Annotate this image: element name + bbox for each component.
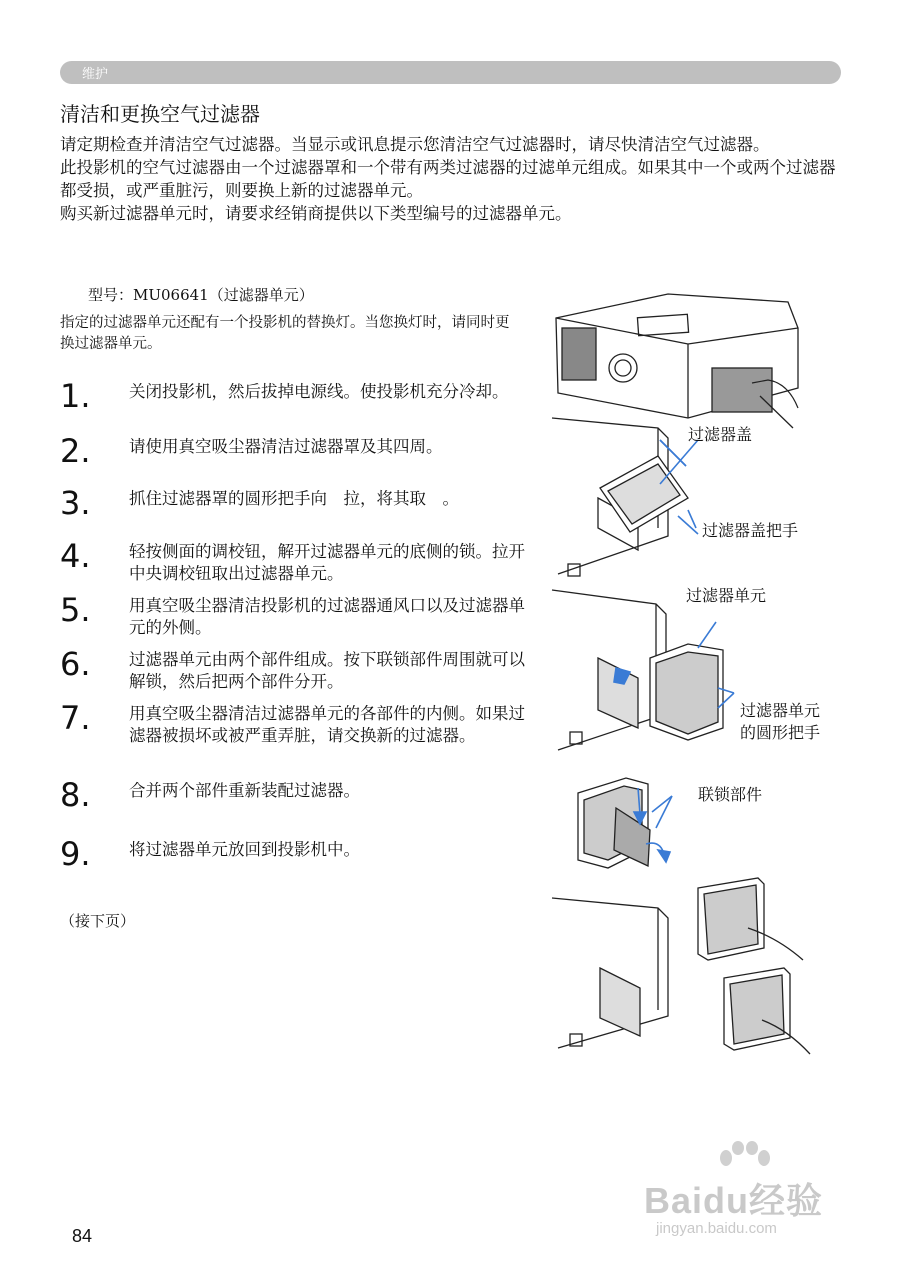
callout-interlock: 联锁部件	[698, 785, 763, 804]
step-number: 8.	[60, 776, 91, 814]
watermark-brand: Baidu经验	[644, 1180, 824, 1221]
step-text: 抓住过滤器罩的圆形把手向 拉，将其取 。	[129, 489, 459, 508]
step-number: 9.	[60, 835, 91, 873]
step-text: 轻按侧面的调校钮，解开过滤器单元的底侧的锁。拉开中央调校钮取出过滤器单元。	[129, 542, 525, 583]
continued-note: （接下页）	[60, 912, 136, 930]
page-title: 清洁和更换空气过滤器	[60, 102, 260, 126]
step-number: 4.	[60, 537, 91, 575]
watermark	[644, 1140, 864, 1250]
step-text: 将过滤器单元放回到投影机中。	[129, 840, 360, 859]
step-number: 2.	[60, 432, 91, 470]
projector-figure	[556, 294, 798, 428]
step-text: 请使用真空吸尘器清洁过滤器罩及其四周。	[129, 437, 443, 456]
step-text: 用真空吸尘器清洁投影机的过滤器通风口以及过滤器单元的外侧。	[129, 596, 525, 637]
step-number: 1.	[60, 377, 91, 415]
page-number: 84	[72, 1226, 93, 1246]
step-number: 7.	[60, 699, 91, 737]
illustrations	[548, 288, 828, 1078]
intro-text	[60, 133, 842, 225]
filter-cover-figure	[552, 418, 688, 576]
watermark-url: jingyan.baidu.com	[656, 1220, 777, 1237]
procedure-illustration	[548, 288, 828, 1078]
section-header-bar	[60, 61, 841, 84]
step-number: 6.	[60, 645, 91, 683]
section-label: 维护	[82, 67, 109, 82]
paw-icon	[714, 1140, 774, 1176]
step-text: 用真空吸尘器清洁过滤器单元的各部件的内侧。如果过滤器被损坏或被严重弄脏，请交换新的过滤器。	[129, 704, 525, 745]
step-text: 关闭投影机，然后拔掉电源线。使投影机充分冷却。	[129, 382, 509, 401]
replacement-note: 指定的过滤器单元还配有一个投影机的替换灯。当您换灯时，请同时更换过滤器单元。	[60, 315, 510, 352]
reinstall-figure	[552, 878, 810, 1054]
intro-paragraph: 请定期检查并清洁空气过滤器。当显示或讯息提示您清洁空气过滤器时，请尽快清洁空气过滤器。	[60, 135, 770, 154]
step-text: 合并两个部件重新装配过滤器。	[129, 781, 360, 800]
model-number: 型号：MU06641（过滤器单元）	[88, 286, 314, 304]
step-number: 5.	[60, 591, 91, 629]
filter-unit-figure	[552, 590, 723, 750]
callout-filter-unit-handle: 过滤器单元的圆形把手	[740, 701, 821, 742]
intro-paragraph: 购买新过滤器单元时，请要求经销商提供以下类型编号的过滤器单元。	[60, 204, 572, 223]
intro-paragraph: 此投影机的空气过滤器由一个过滤器罩和一个带有两类过滤器的过滤单元组成。如果其中一个或两个过滤器都受损，或严重脏污，则要换上新的过滤器单元。	[60, 158, 836, 200]
step-text: 过滤器单元由两个部件组成。按下联锁部件周围就可以解锁，然后把两个部件分开。	[129, 650, 525, 691]
callout-filter-cover: 过滤器盖	[688, 425, 753, 444]
callout-filter-cover-handle: 过滤器盖把手	[702, 521, 799, 540]
step-number: 3.	[60, 484, 91, 522]
callout-filter-unit: 过滤器单元	[686, 586, 767, 605]
